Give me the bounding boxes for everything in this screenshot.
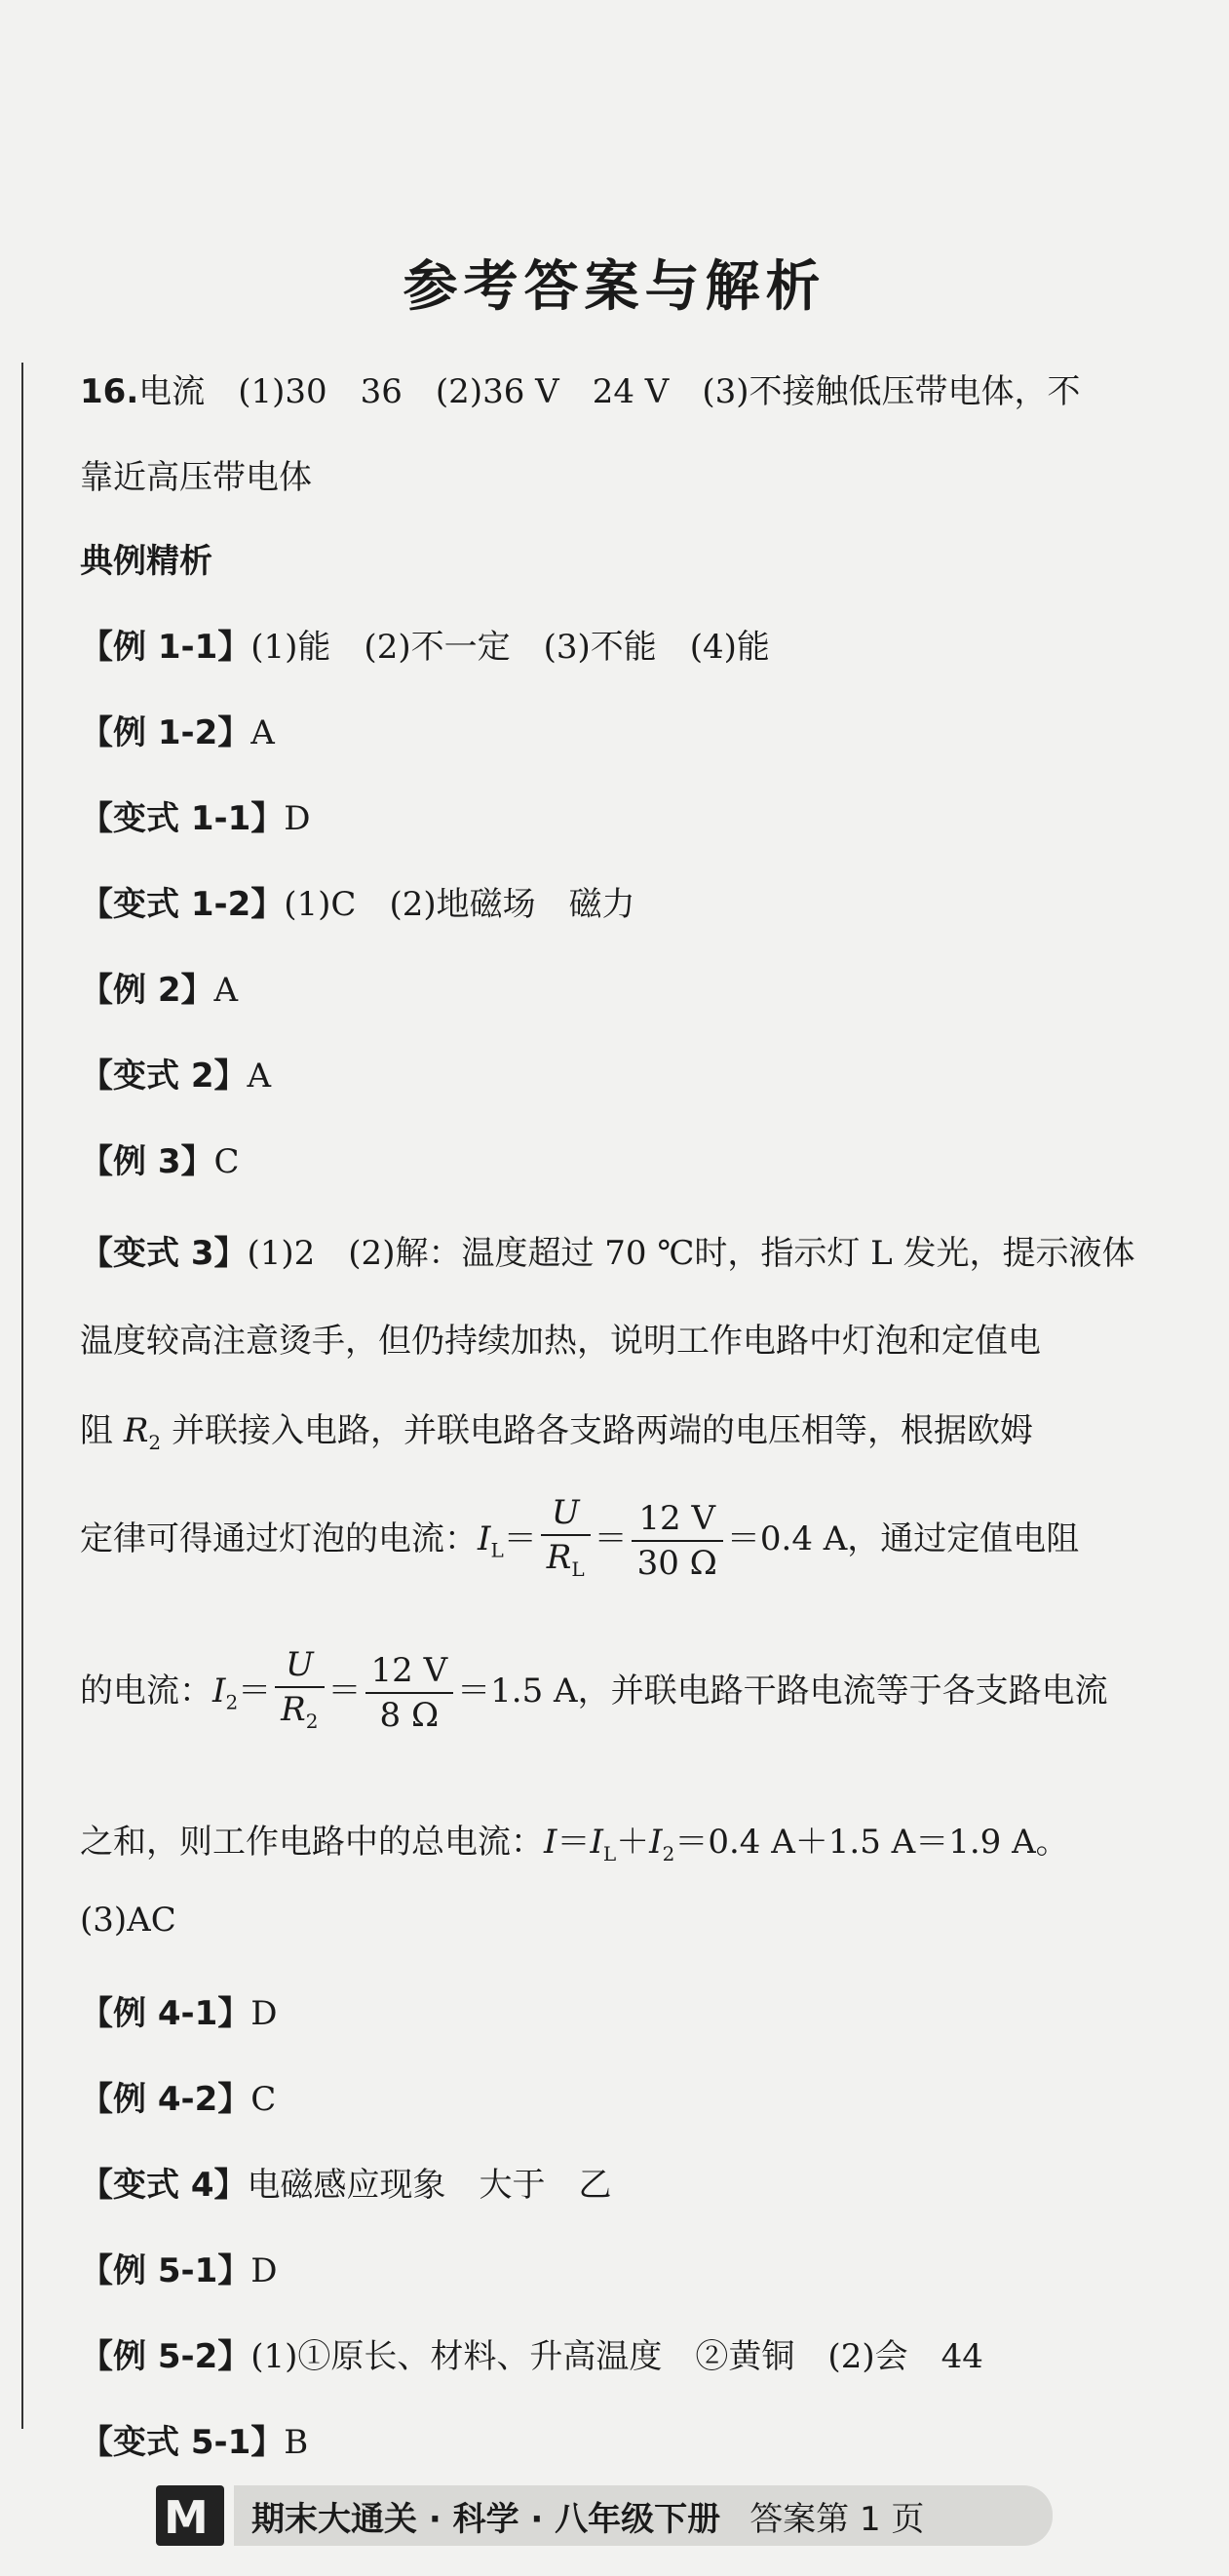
- line-ex-5-1: [80, 2244, 278, 2291]
- footer-band: [234, 2485, 1053, 2546]
- subscript: L: [490, 1538, 504, 1562]
- subscript: 2: [305, 1709, 319, 1733]
- answer-text: B: [284, 2423, 309, 2462]
- answer-text: D: [250, 2251, 278, 2290]
- line-var-3-cont-2: [80, 1403, 1033, 1454]
- subscript: 2: [662, 1841, 675, 1865]
- line-var-1-2: [80, 877, 635, 925]
- fraction-u-over-rl: [541, 1491, 591, 1591]
- answer-label: 【例 3】: [80, 1142, 214, 1181]
- line-var-2: [80, 1049, 271, 1096]
- answer-label: 【例 5-1】: [80, 2251, 251, 2290]
- numerator: U: [541, 1491, 591, 1536]
- answer-label: 【例 4-1】: [80, 1994, 251, 2033]
- answer-label: 【变式 5-1】: [80, 2423, 285, 2462]
- page-footer: [156, 2483, 1053, 2548]
- answer-text: 电流 (1)30 36 (2)36 V 24 V (3)不接触低压带电体，不: [138, 372, 1081, 411]
- line-ex-3: [80, 1134, 240, 1182]
- answer-label: 【例 1-2】: [80, 713, 251, 752]
- equals: ＝: [238, 1671, 272, 1711]
- line-var-5-1: [80, 2415, 308, 2463]
- answer-label: 【变式 1-1】: [80, 799, 285, 838]
- answer-label: 【例 1-1】: [80, 628, 251, 667]
- answer-label: 【变式 3】: [80, 1234, 248, 1273]
- answer-text: A: [250, 713, 275, 752]
- line-var-3-cont-1: 温度较高注意烫手，但仍持续加热，说明工作电路中灯泡和定值电: [80, 1322, 1041, 1361]
- subscript: 2: [148, 1430, 162, 1454]
- subscript: L: [571, 1557, 585, 1581]
- line-var-1-1: [80, 791, 311, 839]
- variable: R: [281, 1690, 306, 1729]
- text: ＝0.4 A，通过定值电阻: [726, 1519, 1080, 1558]
- denominator: 30 Ω: [636, 1543, 717, 1583]
- text: 阻: [80, 1411, 124, 1450]
- fraction-12v-over-8ohm: [365, 1649, 454, 1737]
- answer-label: 【变式 1-2】: [80, 885, 285, 924]
- text: ＝1.5 A，并联电路干路电流等于各支路电流: [457, 1671, 1108, 1711]
- line-ex-1-2: [80, 706, 275, 753]
- text: 并联接入电路，并联电路各支路两端的电压相等，根据欧姆: [161, 1411, 1033, 1450]
- book-series-title: 期末大通关 · 科学 · 八年级下册: [251, 2499, 721, 2539]
- answer-text: C: [250, 2080, 277, 2119]
- section-heading: 典例精析: [80, 542, 212, 581]
- text: 的电流：: [80, 1671, 212, 1711]
- answer-text: 电磁感应现象 大于 乙: [247, 2166, 612, 2205]
- line-ex-2: [80, 963, 238, 1011]
- line-formula-i2: [80, 1643, 1108, 1743]
- text: ＝0.4 A＋1.5 A＝1.9 A。: [674, 1823, 1069, 1862]
- fraction-u-over-r2: [275, 1643, 324, 1743]
- line-var-3: [80, 1226, 1135, 1274]
- line-ex-4-1: [80, 1986, 278, 2034]
- line-ex-5-2: [80, 2329, 983, 2377]
- left-margin-rule: [21, 363, 23, 2429]
- answer-label: 【例 5-2】: [80, 2337, 251, 2376]
- equals: ＝: [557, 1823, 591, 1862]
- answer-text: C: [213, 1142, 240, 1181]
- publisher-logo-icon: M: [156, 2485, 224, 2546]
- numerator: 12 V: [365, 1649, 454, 1694]
- fraction-12v-over-30ohm: [632, 1497, 723, 1585]
- denominator: [541, 1536, 591, 1591]
- text: 定律可得通过灯泡的电流：: [80, 1519, 478, 1558]
- equals: ＝: [594, 1519, 628, 1558]
- subscript: L: [602, 1841, 617, 1865]
- answer-text: (1)能 (2)不一定 (3)不能 (4)能: [250, 628, 770, 667]
- variable: I: [478, 1519, 491, 1558]
- variable: R: [123, 1411, 149, 1450]
- answer-label: 【例 2】: [80, 971, 214, 1010]
- page-number: 答案第 1 页: [749, 2499, 925, 2539]
- plus: ＋: [616, 1823, 650, 1862]
- variable: I: [590, 1823, 603, 1862]
- variable: R: [546, 1538, 572, 1577]
- equals: ＝: [503, 1519, 537, 1558]
- answer-label: 【变式 2】: [80, 1057, 248, 1096]
- answer-text: A: [247, 1057, 272, 1096]
- line-16: [80, 365, 1081, 412]
- answer-text: D: [250, 1994, 278, 2033]
- denominator: [275, 1688, 324, 1743]
- numerator: 12 V: [632, 1497, 723, 1542]
- answer-text: (1)①原长、材料、升高温度 ②黄铜 (2)会 44: [250, 2337, 983, 2376]
- text: 之和，则工作电路中的总电流：: [80, 1823, 544, 1862]
- page-title: 参考答案与解析: [403, 255, 826, 319]
- line-var-3-part3: (3)AC: [80, 1901, 176, 1940]
- line-total-current: [80, 1815, 1069, 1865]
- answer-label: 【例 4-2】: [80, 2080, 251, 2119]
- variable: I: [544, 1823, 557, 1862]
- answer-text: A: [213, 971, 239, 1010]
- variable: I: [649, 1823, 663, 1862]
- numerator: U: [275, 1643, 324, 1688]
- answer-text: D: [284, 799, 311, 838]
- line-ex-4-2: [80, 2072, 276, 2120]
- line-16-cont: 靠近高压带电体: [80, 458, 312, 497]
- equals: ＝: [327, 1671, 362, 1711]
- denominator: 8 Ω: [379, 1695, 440, 1735]
- line-formula-il: [80, 1491, 1079, 1591]
- subscript: 2: [225, 1690, 239, 1714]
- line-var-4: [80, 2158, 612, 2206]
- variable: I: [212, 1671, 226, 1711]
- answer-label: 【变式 4】: [80, 2166, 248, 2205]
- question-number: 16.: [80, 372, 139, 411]
- line-ex-1-1: [80, 620, 770, 668]
- answer-text: (1)2 (2)解：温度超过 70 ℃时，指示灯 L 发光，提示液体: [247, 1234, 1135, 1273]
- answer-text: (1)C (2)地磁场 磁力: [284, 885, 635, 924]
